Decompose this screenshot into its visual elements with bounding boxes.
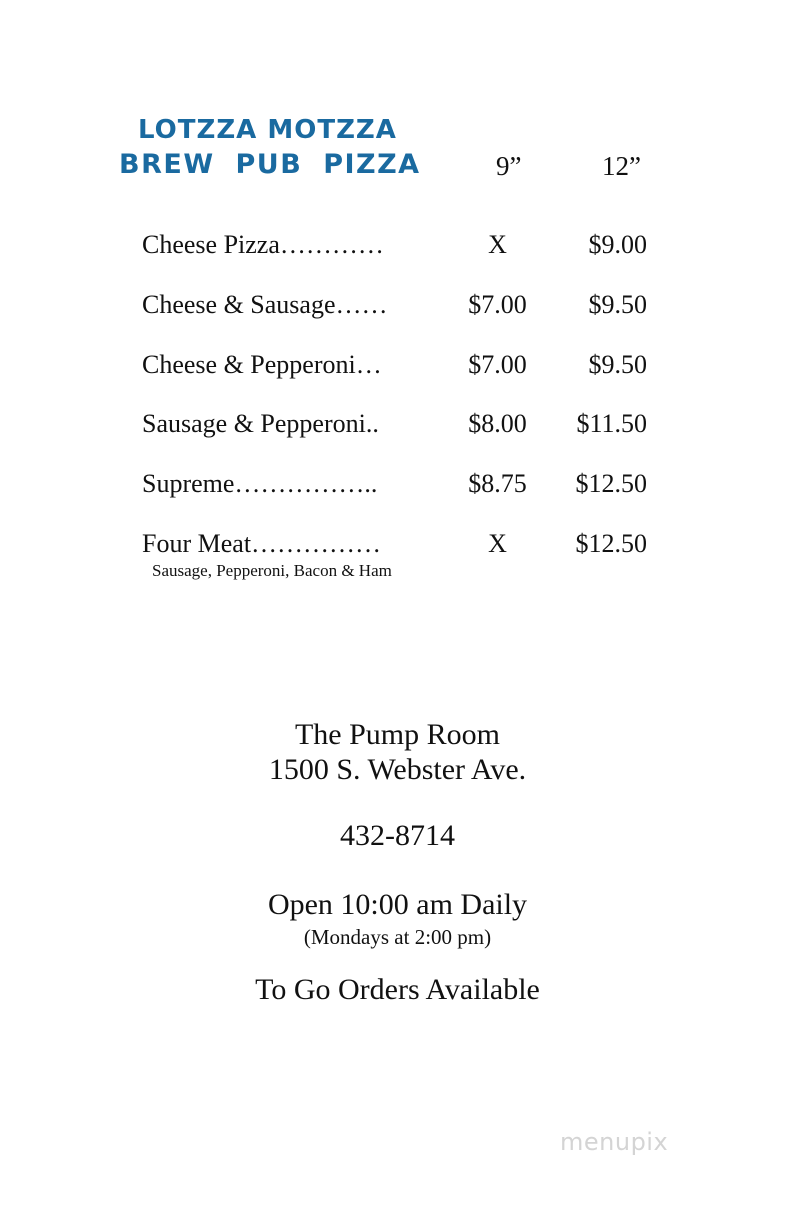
opening-hours: Open 10:00 am Daily <box>267 888 528 921</box>
size-header-9-inch: 9” <box>496 151 522 181</box>
menu-item-description: Sausage, Pepperoni, Bacon & Ham <box>152 561 392 580</box>
size-header-12-inch: 12” <box>602 151 641 181</box>
menu-title-line-1: LOTZZA MOTZZA <box>138 115 397 145</box>
menu-item-row <box>0 290 795 330</box>
menu-item-price-12: $12.50 <box>575 529 647 558</box>
menu-item-price-9: X <box>488 529 507 558</box>
menu-item-name: Four Meat…………… <box>142 529 382 558</box>
opening-hours-note: (Mondays at 2:00 pm) <box>303 925 492 949</box>
menu-item-row <box>0 529 795 589</box>
menu-item-row <box>0 409 795 449</box>
to-go-notice: To Go Orders Available <box>255 973 540 1006</box>
menu-item-name: Cheese Pizza………… <box>142 230 384 259</box>
menu-item-price-9: $8.75 <box>468 469 527 498</box>
menu-item-price-9: $8.00 <box>468 409 527 438</box>
phone-number: 432-8714 <box>340 819 455 852</box>
venue-name: The Pump Room <box>294 718 500 751</box>
menu-title-line-2: BREW PUB PIZZA <box>119 149 421 180</box>
menu-item-price-9: $7.00 <box>468 350 527 379</box>
menu-item-row <box>0 350 795 390</box>
venue-address: 1500 S. Webster Ave. <box>268 753 527 786</box>
menu-item-name: Cheese & Pepperoni… <box>142 350 382 379</box>
menu-item-name: Sausage & Pepperoni.. <box>142 409 379 438</box>
menu-item-name: Supreme…………….. <box>142 469 378 498</box>
menu-item-row <box>0 469 795 509</box>
menu-item-price-12: $12.50 <box>575 469 647 498</box>
menu-item-price-9: X <box>488 230 507 259</box>
menu-item-price-9: $7.00 <box>468 290 527 319</box>
watermark-logo: menupix <box>560 1128 669 1156</box>
menu-item-name: Cheese & Sausage…… <box>142 290 388 319</box>
menu-item-price-12: $11.50 <box>576 409 647 438</box>
menu-item-row <box>0 230 795 270</box>
menu-item-price-12: $9.50 <box>588 290 647 319</box>
menu-item-price-12: $9.00 <box>588 230 647 259</box>
menu-item-price-12: $9.50 <box>588 350 647 379</box>
